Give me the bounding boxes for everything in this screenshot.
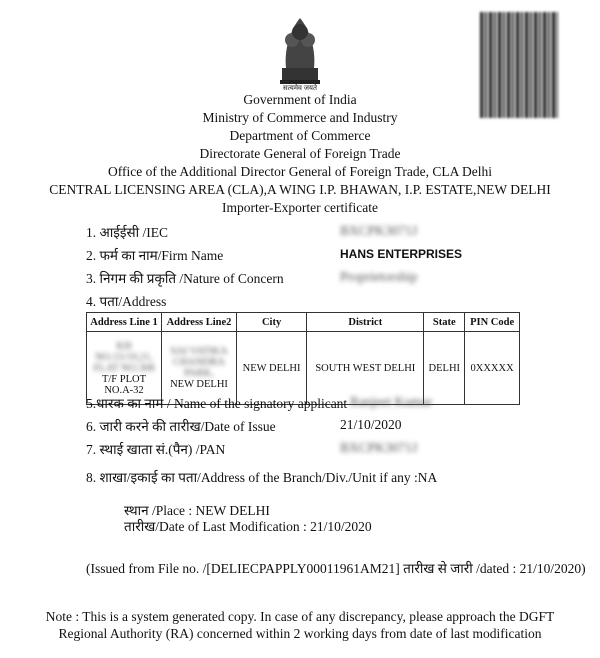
state-cell: DELHI <box>424 332 465 405</box>
note-line: Note : This is a system generated copy. In case of any discrepancy, please approach the DGFT <box>45 609 555 624</box>
column-header: PIN Code <box>465 313 520 332</box>
firm-name-value: HANS ENTERPRISES <box>340 247 463 261</box>
column-header: State <box>424 313 465 332</box>
emblem-motto: सत्यमेव जयते <box>283 84 317 92</box>
field-label: 6. जारी करने की तारीख/Date of Issue <box>86 419 276 434</box>
branch-address: 8. शाखा/इकाई का पता/Address of the Branch/Div./Unit if any :NA <box>86 470 438 485</box>
field-label: 1. आईईसी /IEC <box>86 225 169 240</box>
column-header: District <box>307 313 424 332</box>
header-line: Department of Commerce <box>229 128 371 143</box>
nature-value: Proprietorship <box>340 269 418 284</box>
header-line: Government of India <box>243 92 357 107</box>
note-line: Regional Authority (RA) concerned within 2 working days from date of last modification <box>58 626 542 641</box>
place: स्थान /Place : NEW DELHI <box>124 503 270 518</box>
column-header: City <box>237 313 307 332</box>
issued-from-file: (Issued from File no. /[DELIECPAPPLY00011961AM21] तारीख से जारी /dated : 21/10/2020) <box>86 561 586 576</box>
header-line: Directorate General of Foreign Trade <box>199 146 401 161</box>
field-label: 3. निगम की प्रकृति /Nature of Concern <box>86 271 284 286</box>
address-table <box>86 312 520 405</box>
iec-value: BXCPK3071J <box>340 223 418 238</box>
header-line: Office of the Additional Director General of Foreign Trade, CLA Delhi <box>107 164 493 179</box>
address-line2: NEW DELHI <box>170 379 228 390</box>
address-line2-blurred: SAI VATIKA CHANDRA PARK, <box>170 346 228 379</box>
field-label: 7. स्थाई खाता सं.(पैन) /PAN <box>86 442 226 457</box>
header-line: Ministry of Commerce and Industry <box>202 110 398 125</box>
header-line: CENTRAL LICENSING AREA (CLA),A WING I.P. BHAWAN, I.P. ESTATE,NEW DELHI <box>49 182 551 197</box>
pin-cell: 0XXXXX <box>465 332 520 405</box>
address-line1: T/F PLOT NO.A-32 <box>101 373 147 396</box>
city-cell: NEW DELHI <box>237 332 307 405</box>
issue-date-value: 21/10/2020 <box>340 417 402 432</box>
last-modification: तारीख/Date of Last Modification : 21/10/2020 <box>124 519 372 534</box>
field-label: 4. पता/Address <box>86 294 167 309</box>
address-line1-blurred: KH NO.15/19,21, FLAT NO.308 <box>93 340 155 374</box>
national-emblem-icon <box>272 10 328 90</box>
field-label: 2. फर्म का नाम/Firm Name <box>86 248 224 263</box>
field-label: 5.धारक का नाम / Name of the signatory applicant <box>86 396 348 411</box>
pan-value: BXCPK3071J <box>340 440 418 455</box>
column-header: Address Line2 <box>162 313 237 332</box>
district-cell: SOUTH WEST DELHI <box>307 332 424 405</box>
certificate-title: Importer-Exporter certificate <box>221 200 378 215</box>
signatory-value: Ranjeet Kumar <box>350 394 433 409</box>
column-header: Address Line 1 <box>87 313 162 332</box>
